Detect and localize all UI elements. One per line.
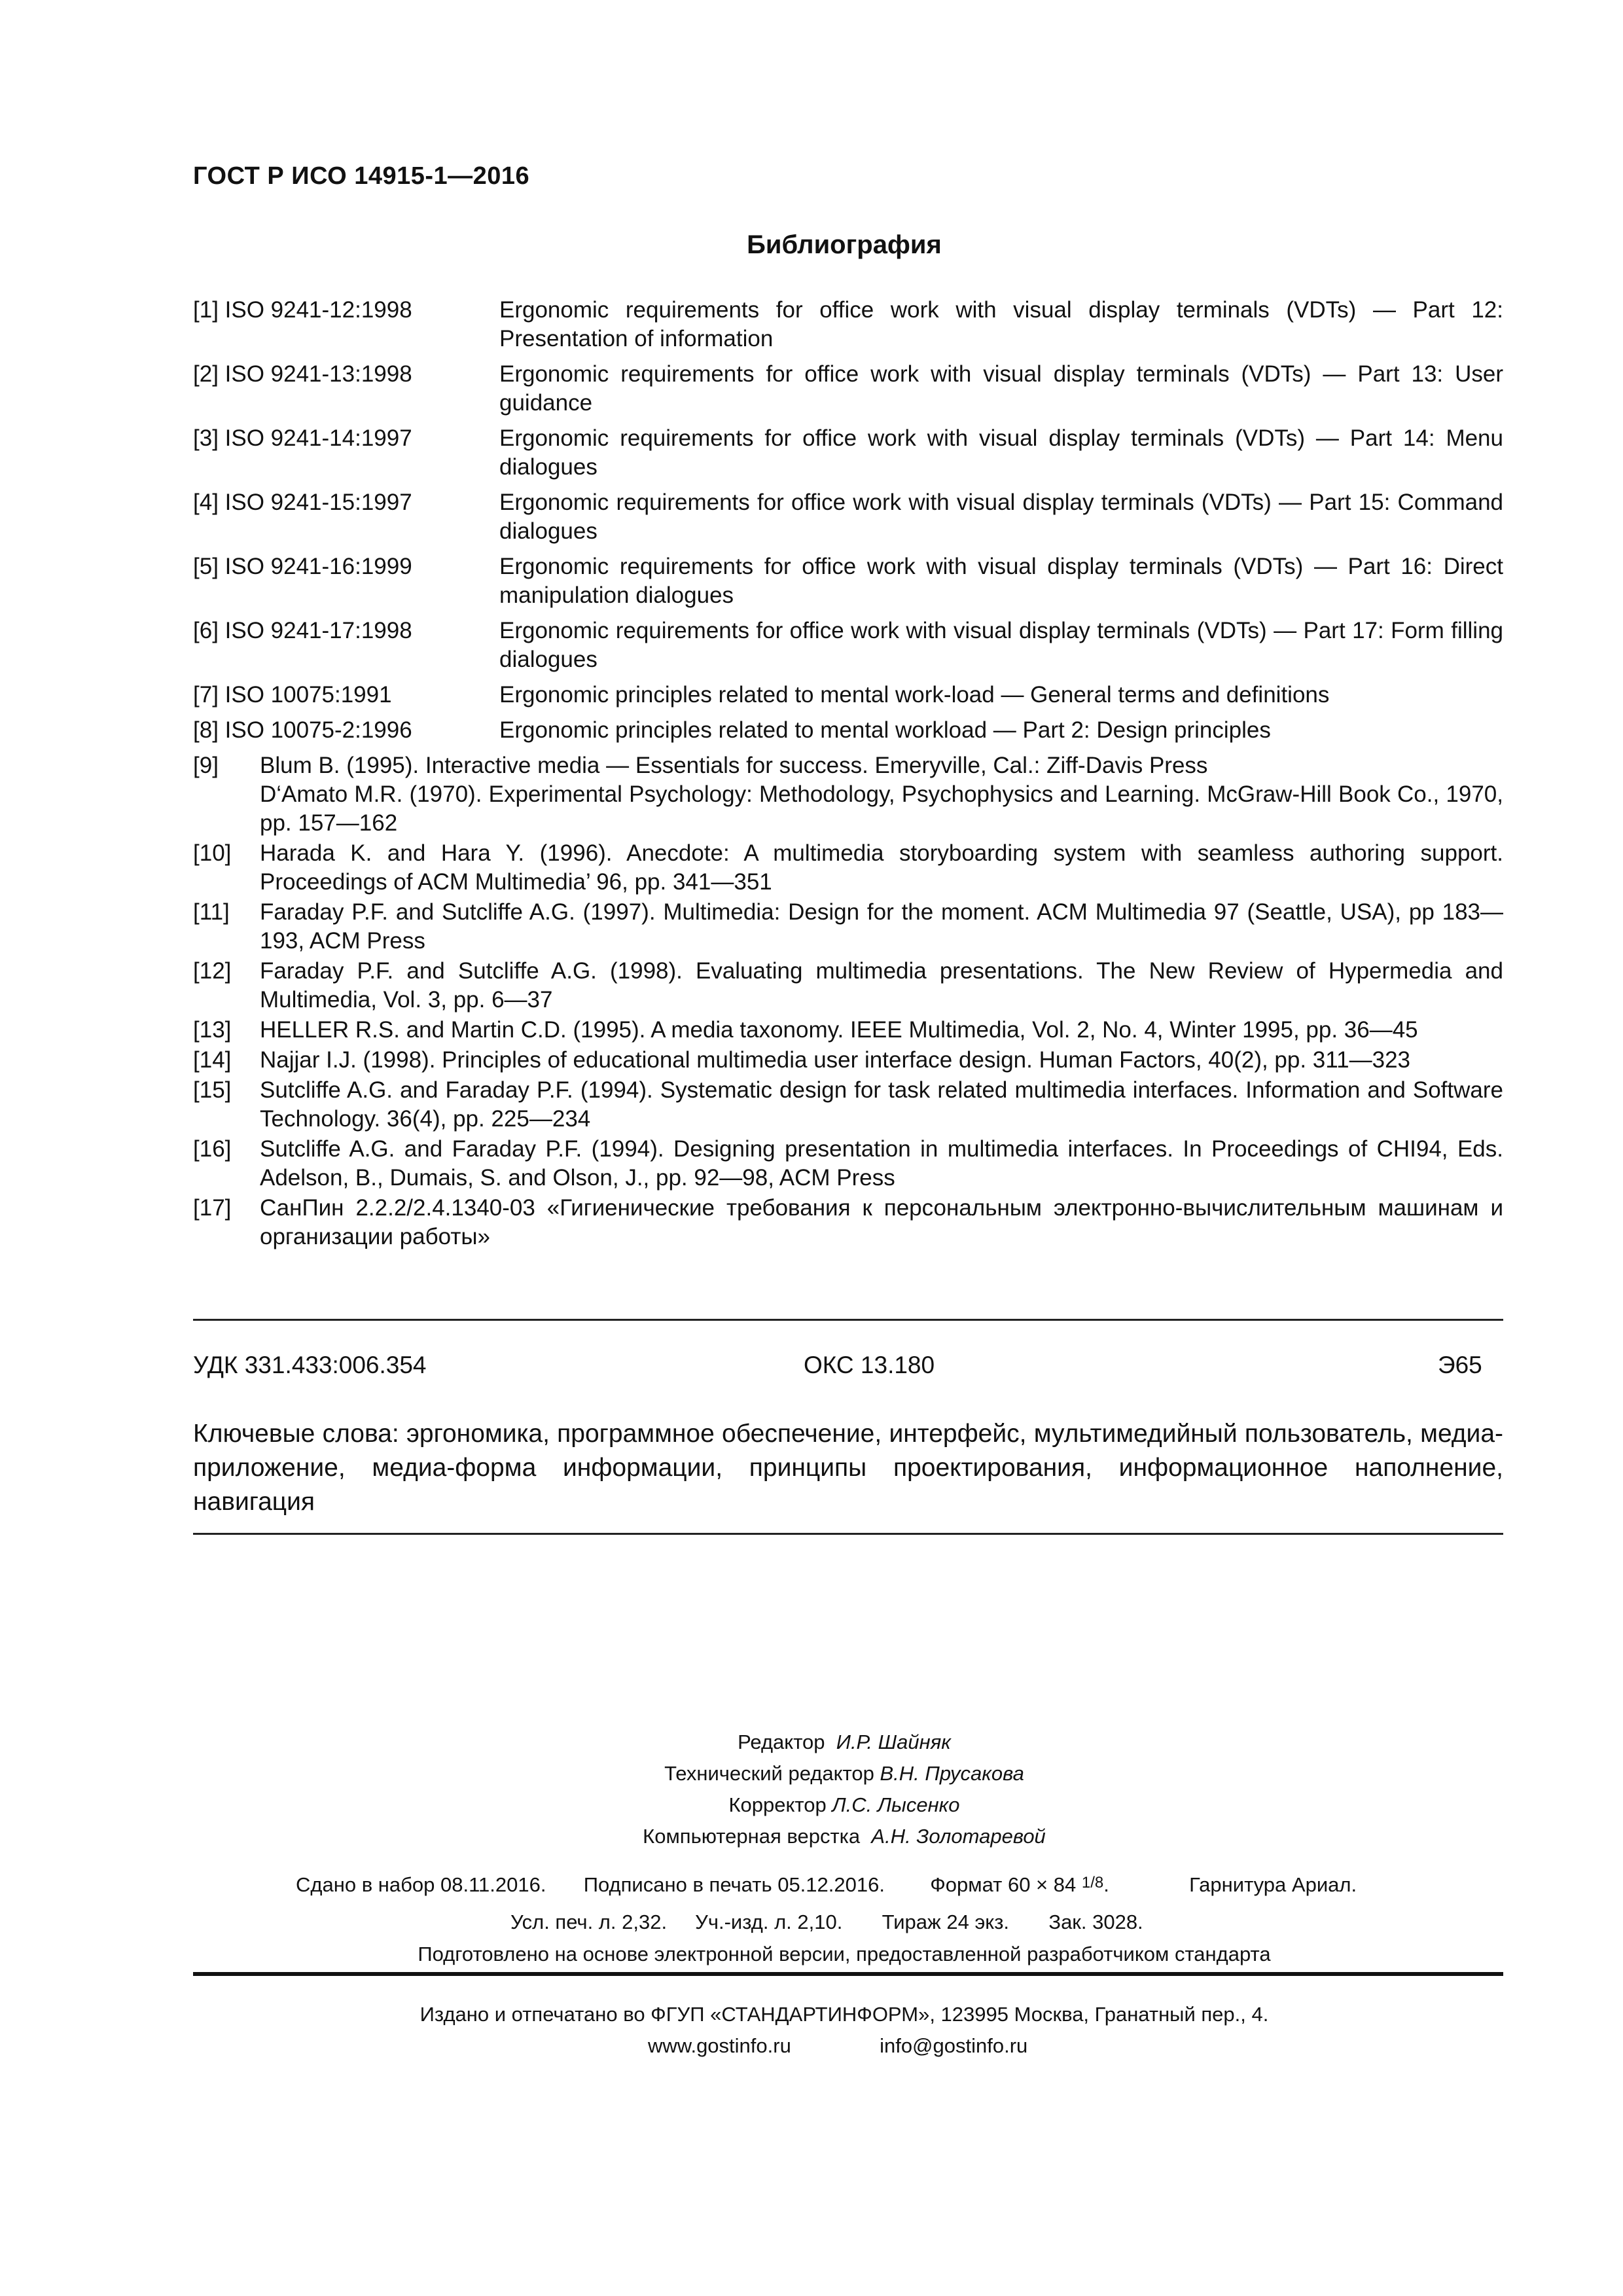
literature-entry <box>193 1046 1503 1075</box>
literature-text: Faraday P.F. and Sutcliffe A.G. (1997). Multimedia: Design for the moment. ACM Multimedia 97 (Seattle, USA), pp 183—193, ACM Press <box>260 899 1503 954</box>
publisher-email: info@gostinfo.ru <box>880 2034 1028 2057</box>
iso-reference-code: [7] ISO 10075:1991 <box>193 682 392 708</box>
iso-reference-title: Ergonomic requirements for office work with visual display terminals (VDTs) — Part 14: Menu dialogues <box>499 425 1503 480</box>
literature-text: Sutcliffe A.G. and Faraday P.F. (1994). Systematic design for task related multimedia interfaces. Information and Software Technology. 36(4), pp. 225—234 <box>260 1077 1503 1132</box>
oks-code: ОКС 13.180 <box>804 1352 935 1378</box>
iso-reference <box>193 360 1503 418</box>
literature-number: [15] <box>193 1077 232 1103</box>
publisher-line: Издано и отпечатано во ФГУП «СТАНДАРТИНФОРМ», 123995 Москва, Гранатный пер., 4. <box>419 2003 1269 2026</box>
staff-layout: Компьютерная верстка А.Н. Золотаревой <box>643 1825 1046 1848</box>
literature-number: [13] <box>193 1017 232 1043</box>
iso-reference-code: [3] ISO 9241-14:1997 <box>193 425 412 451</box>
staff-proofreader: Корректор Л.С. Лысенко <box>728 1793 960 1816</box>
iso-reference-list <box>193 296 1503 751</box>
divider-top <box>193 1319 1503 1321</box>
literature-entry <box>193 1076 1503 1134</box>
iso-reference <box>193 296 1503 353</box>
iso-reference-title: Ergonomic principles related to mental workload — Part 2: Design principles <box>499 717 1271 743</box>
literature-text: D‘Amato M.R. (1970). Experimental Psychology: Methodology, Psychophysics and Learning. McGraw-Hill Book Co., 1970, pp. 157—162 <box>260 781 1503 836</box>
literature-text: Najjar I.J. (1998). Principles of educational multimedia user interface design. Human Factors, 40(2), pp. 311—323 <box>260 1047 1410 1073</box>
literature-number: [14] <box>193 1047 232 1073</box>
literature-entry <box>193 751 1503 838</box>
iso-reference <box>193 716 1503 745</box>
iso-reference-title: Ergonomic principles related to mental work-load — General terms and definitions <box>499 682 1330 708</box>
divider-keywords <box>193 1533 1503 1535</box>
literature-number: [12] <box>193 958 232 984</box>
literature-number: [16] <box>193 1136 232 1162</box>
iso-reference-code: [1] ISO 9241-12:1998 <box>193 297 412 323</box>
literature-entry <box>193 1194 1503 1251</box>
imprint-pub-sheets: Уч.-изд. л. 2,10. <box>695 1910 843 1933</box>
iso-reference-code: [8] ISO 10075-2:1996 <box>193 717 412 743</box>
literature-entry <box>193 957 1503 1014</box>
literature-number: [9] <box>193 753 219 778</box>
iso-reference-code: [4] ISO 9241-15:1997 <box>193 490 412 515</box>
iso-reference-title: Ergonomic requirements for office work with visual display terminals (VDTs) — Part 16: Direct manipulation dialogues <box>499 554 1503 608</box>
staff-editor: Редактор И.Р. Шайняк <box>738 1731 951 1753</box>
imprint-sheets: Усл. печ. л. 2,32. <box>510 1910 668 1933</box>
literature-text: СанПин 2.2.2/2.4.1340-03 «Гигиенические требования к персональным электронно-вычислительным машинам и организации работы» <box>260 1195 1503 1249</box>
iso-reference-title: Ergonomic requirements for office work with visual display terminals (VDTs) — Part 12: Presentation of information <box>499 297 1503 351</box>
imprint-order: Зак. 3028. <box>1048 1910 1143 1933</box>
imprint-typeface: Гарнитура Ариал. <box>1189 1873 1357 1896</box>
publisher-contacts <box>648 2034 1027 2058</box>
literature-text: HELLER R.S. and Martin C.D. (1995). A media taxonomy. IEEE Multimedia, Vol. 2, No. 4, Winter 1995, pp. 36—45 <box>260 1017 1418 1043</box>
literature-number: [17] <box>193 1195 232 1221</box>
literature-entry <box>193 1016 1503 1045</box>
iso-reference <box>193 424 1503 482</box>
literature-text: Blum B. (1995). Interactive media — Essentials for success. Emeryville, Cal.: Ziff-Davis Press <box>260 753 1208 778</box>
literature-number: [11] <box>193 899 230 925</box>
publisher-site: www.gostinfo.ru <box>648 2034 791 2057</box>
imprint-line-1 <box>296 1873 1357 1897</box>
iso-reference-code: [6] ISO 9241-17:1998 <box>193 618 412 643</box>
divider-publisher <box>193 1972 1503 1976</box>
imprint-signed: Подписано в печать 05.12.2016. <box>583 1873 885 1896</box>
imprint-format: Формат 60 × 84 1/8. <box>930 1873 1109 1896</box>
iso-reference-code: [5] ISO 9241-16:1999 <box>193 554 412 579</box>
group-code: Э65 <box>1438 1352 1482 1378</box>
imprint-submitted: Сдано в набор 08.11.2016. <box>296 1873 546 1896</box>
iso-reference <box>193 552 1503 610</box>
imprint-line-2 <box>510 1910 1143 1934</box>
imprint-run: Тираж 24 экз. <box>882 1910 1010 1933</box>
keywords: Ключевые слова: эргономика, программное обеспечение, интерфейс, мультимедийный пользователь, медиа-приложение, медиа-форма информации, принципы проектирования, информационное наполнение, навигация <box>193 1420 1503 1516</box>
literature-number: [10] <box>193 840 232 866</box>
bibliography-title: Библиография <box>747 230 942 259</box>
literature-entry <box>193 898 1503 956</box>
iso-reference-title: Ergonomic requirements for office work with visual display terminals (VDTs) — Part 13: User guidance <box>499 361 1503 416</box>
literature-text: Sutcliffe A.G. and Faraday P.F. (1994). Designing presentation in multimedia interfaces. In Proceedings of CHI94, Eds. Adelson, B., Dumais, S. and Olson, J., pp. 92—98, ACM Press <box>260 1136 1503 1191</box>
iso-reference-code: [2] ISO 9241-13:1998 <box>193 361 412 387</box>
literature-entry <box>193 839 1503 897</box>
document-code: ГОСТ Р ИСО 14915-1—2016 <box>193 162 530 190</box>
iso-reference <box>193 488 1503 546</box>
staff-credits <box>0 1727 1623 1852</box>
literature-entry <box>193 1135 1503 1193</box>
iso-reference-title: Ergonomic requirements for office work with visual display terminals (VDTs) — Part 15: Command dialogues <box>499 490 1503 544</box>
udk-code: УДК 331.433:006.354 <box>193 1352 427 1378</box>
literature-list <box>193 751 1503 1253</box>
literature-text: Harada K. and Hara Y. (1996). Anecdote: A multimedia storyboarding system with seamless authoring support. Proceedings of ACM Multimedia’ 96, pp. 341—351 <box>260 840 1503 895</box>
iso-reference-title: Ergonomic requirements for office work with visual display terminals (VDTs) — Part 17: Form filling dialogues <box>499 618 1503 672</box>
iso-reference <box>193 681 1503 709</box>
iso-reference <box>193 617 1503 674</box>
literature-text: Faraday P.F. and Sutcliffe A.G. (1998). Evaluating multimedia presentations. The New Review of Hypermedia and Multimedia, Vol. 3, pp. 6—37 <box>260 958 1503 1013</box>
staff-tech-editor: Технический редактор В.Н. Прусакова <box>664 1762 1024 1785</box>
imprint-prepared: Подготовлено на основе электронной версии, предоставленной разработчиком стандарта <box>418 1943 1271 1965</box>
